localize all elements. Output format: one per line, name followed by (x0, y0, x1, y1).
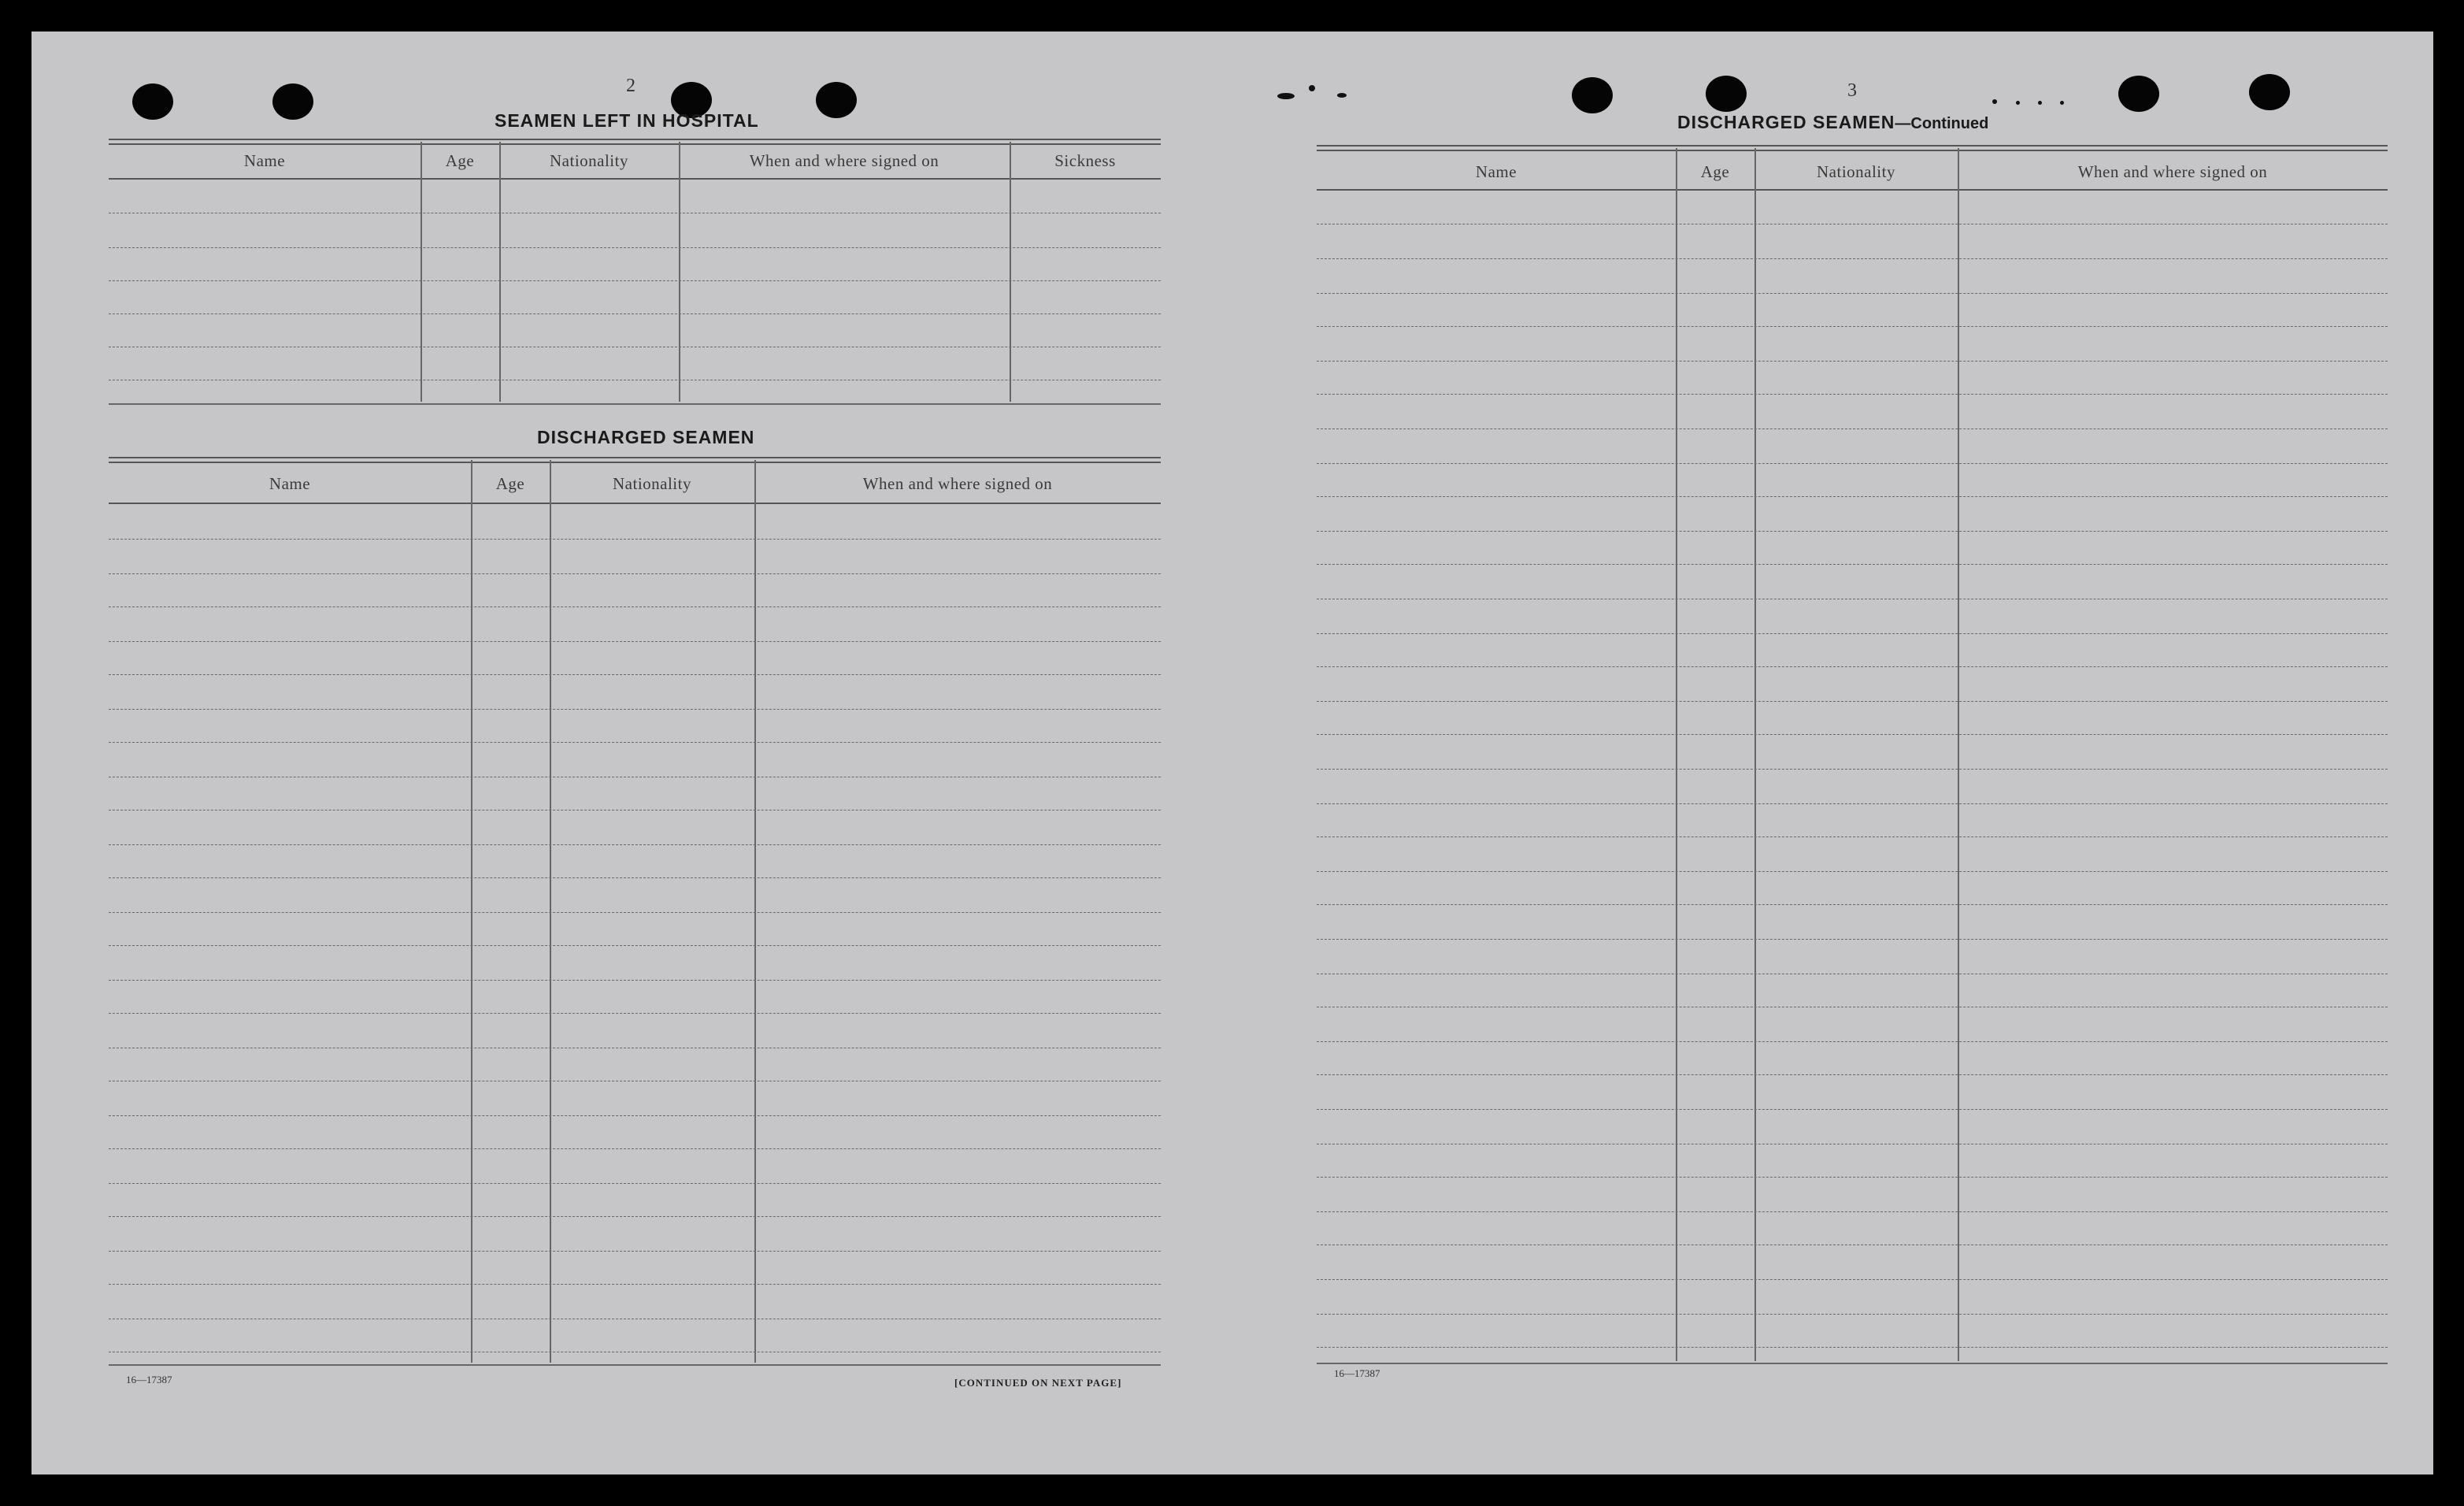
table-row (1317, 769, 2388, 770)
column-header-nationality: Nationality (1817, 162, 1895, 181)
discharged-continued-title (1677, 112, 1988, 133)
table-row (1317, 463, 2388, 464)
table-row (109, 280, 1161, 281)
table-row (109, 912, 1161, 913)
table-row (1317, 633, 2388, 634)
form-number-right: 16—17387 (1334, 1367, 1380, 1379)
table-row (109, 1115, 1161, 1116)
table-row (1317, 666, 2388, 667)
table-row (1317, 326, 2388, 327)
table-row (1317, 734, 2388, 735)
table-row (1317, 428, 2388, 429)
table-row (1317, 496, 2388, 497)
table-row (1317, 904, 2388, 905)
column-header-age: Age (495, 474, 525, 493)
table-row (109, 1183, 1161, 1184)
table-row (109, 1216, 1161, 1217)
table-row (1317, 258, 2388, 259)
table-row (1317, 1244, 2388, 1245)
discharged-continued-title-main: DISCHARGED SEAMEN (1677, 112, 1895, 132)
table-row (1317, 531, 2388, 532)
column-header-name: Name (243, 151, 286, 170)
table-row (109, 573, 1161, 574)
continued-note: [CONTINUED ON NEXT PAGE] (954, 1377, 1122, 1389)
ink-speck (1309, 85, 1315, 91)
form-number-left: 16—17387 (126, 1374, 172, 1385)
table-row (109, 844, 1161, 845)
scanned-document (31, 32, 2433, 1474)
hospital-section-title: SEAMEN LEFT IN HOSPITAL (495, 110, 759, 131)
table-row (109, 742, 1161, 743)
table-row (1317, 361, 2388, 362)
ink-speck (2016, 101, 2020, 105)
column-header-signed-on: When and where signed on (862, 474, 1053, 493)
table-row (109, 945, 1161, 946)
table-row (1317, 564, 2388, 565)
punch-hole (272, 83, 313, 120)
hospital-table (109, 139, 1161, 406)
table-row (1317, 836, 2388, 837)
punch-hole (132, 83, 173, 120)
table-row (1317, 1041, 2388, 1042)
table-row (1317, 293, 2388, 294)
table-row (1317, 701, 2388, 702)
discharged-section-title: DISCHARGED SEAMEN (537, 427, 755, 447)
ink-speck (1992, 99, 1997, 104)
table-row (1317, 1347, 2388, 1348)
discharged-continued-table (1317, 145, 2388, 1405)
punch-hole (1706, 76, 1747, 112)
ink-speck (2060, 101, 2064, 105)
table-row (109, 641, 1161, 642)
table-row (1317, 1074, 2388, 1075)
ink-speck (1277, 93, 1295, 99)
table-row (109, 313, 1161, 314)
table-row (109, 1251, 1161, 1252)
table-row (109, 247, 1161, 248)
table-row (109, 980, 1161, 981)
table-row (109, 539, 1161, 540)
table-row (1317, 394, 2388, 395)
table-row (109, 709, 1161, 710)
punch-hole (1572, 77, 1613, 113)
table-row (109, 606, 1161, 607)
discharged-continued-suffix: —Continued (1895, 115, 1989, 132)
ink-speck (1337, 93, 1347, 98)
column-header-age: Age (445, 151, 475, 170)
table-row (1317, 871, 2388, 872)
column-header-signed-on: When and where signed on (749, 151, 939, 170)
column-header-age: Age (1700, 162, 1730, 181)
punch-hole (2249, 74, 2290, 110)
table-row (1317, 1314, 2388, 1315)
punch-hole (2118, 76, 2159, 112)
page-number-right: 3 (1847, 80, 1857, 101)
table-row (1317, 1109, 2388, 1110)
table-row (1317, 803, 2388, 804)
column-header-nationality: Nationality (550, 151, 628, 170)
table-row (109, 877, 1161, 878)
column-header-signed-on: When and where signed on (2077, 162, 2268, 181)
column-header-name: Name (1475, 162, 1517, 181)
table-row (1317, 1279, 2388, 1280)
discharged-table (109, 457, 1161, 1402)
table-row (1317, 1211, 2388, 1212)
table-row (109, 1284, 1161, 1285)
table-row (109, 1148, 1161, 1149)
column-header-name: Name (269, 474, 311, 493)
ink-speck (2038, 101, 2042, 105)
column-header-sickness: Sickness (1054, 151, 1116, 170)
table-row (1317, 1177, 2388, 1178)
column-header-nationality: Nationality (613, 474, 691, 493)
table-row (109, 674, 1161, 675)
table-row (1317, 939, 2388, 940)
punch-hole (816, 82, 857, 118)
page-number-left: 2 (626, 76, 635, 96)
table-row (109, 1013, 1161, 1014)
